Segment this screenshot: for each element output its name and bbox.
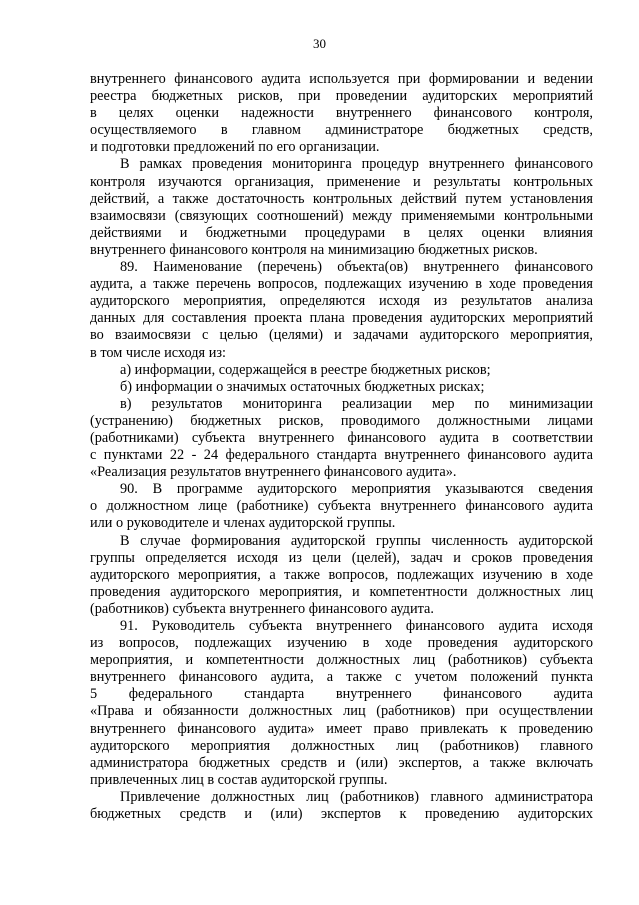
text-line: бюджетных средств и (или) экспертов к проведению аудиторских	[90, 806, 593, 823]
text-line: В рамках проведения мониторинга процедур внутреннего финансового	[120, 156, 593, 173]
text-line: аудита, а также перечень вопросов, подлежащих изучению в ходе проведения	[90, 276, 593, 293]
text-line: Привлечение должностных лиц (работников) главного администратора	[120, 788, 593, 805]
text-line: привлеченных лиц в состав аудиторской группы.	[90, 771, 388, 788]
text-line: в том числе исходя из:	[90, 344, 226, 361]
text-line: 91. Руководитель субъекта внутреннего финансового аудита исходя	[120, 618, 593, 634]
text-line: (работниками) субъекта внутреннего финансового аудита в соответствии	[90, 429, 593, 446]
text-line: (устранению) бюджетных рисков, проводимого должностными лицами	[90, 412, 593, 429]
text-line: аудиторского мероприятия должностных лиц (работников) главного	[90, 737, 593, 754]
text-line: в целях оценки надежности внутреннего финансового контроля,	[90, 105, 593, 122]
document-body	[90, 71, 593, 823]
text-line: б) информации о значимых остаточных бюджетных рисках;	[120, 378, 485, 395]
text-line: о должностном лице (работнике) субъекта внутреннего финансового аудита	[90, 498, 593, 515]
text-line: проведения аудиторского мероприятия, и компетентности должностных лиц	[90, 583, 593, 600]
text-line: «Реализация результатов внутреннего финансового аудита».	[90, 464, 457, 481]
text-line: контроля изучаются организация, применение и результаты контрольных	[90, 173, 593, 190]
text-line: внутреннего финансового аудита, а также с учетом положений пункта	[90, 669, 593, 686]
text-line: реестра бюджетных рисков, при проведении аудиторских мероприятий	[90, 88, 593, 105]
text-line: 5 федерального стандарта внутреннего финансового аудита	[90, 686, 593, 703]
text-line: действий, а также достаточность контрольных действий путем установления	[90, 190, 593, 207]
text-line: или о руководителе и членах аудиторской группы.	[90, 515, 396, 532]
text-line: мероприятия, и компетентности должностных лиц (работников) субъекта	[90, 652, 593, 669]
text-line: из вопросов, подлежащих изучению в ходе проведения аудиторского	[90, 635, 593, 652]
text-line: в) результатов мониторинга реализации мер по минимизации	[120, 395, 593, 412]
text-line: действиями и бюджетными процедурами в целях оценки влияния	[90, 224, 593, 241]
text-line: аудиторского мероприятия, определяются исходя из результатов анализа	[90, 293, 593, 310]
text-line: внутреннего финансового аудита используется при формировании и ведении	[90, 71, 593, 87]
text-line: «Права и обязанности должностных лиц (работников) при осуществлении	[90, 703, 593, 720]
text-line: осуществляемого в главном администраторе бюджетных средств,	[90, 122, 593, 139]
text-line: с пунктами 22 - 24 федерального стандарта внутреннего финансового аудита	[90, 447, 593, 464]
text-line: взаимосвязи (связующих соотношений) между применяемыми контрольными	[90, 207, 593, 224]
page-number: 30	[313, 36, 326, 51]
text-line: аудиторского мероприятия, а также вопросов, подлежащих изучению в ходе	[90, 566, 593, 583]
text-line: администратора бюджетных средств и (или) экспертов, а также включать	[90, 754, 593, 771]
text-line: во взаимосвязи с целью (целями) и задачами аудиторского мероприятия,	[90, 327, 593, 344]
text-line: внутреннего финансового аудита» имеет право привлекать к проведению	[90, 720, 593, 737]
text-line: 89. Наименование (перечень) объекта(ов) внутреннего финансового	[120, 259, 593, 276]
text-line: внутреннего финансового контроля на минимизацию бюджетных рисков.	[90, 241, 538, 258]
text-line: а) информации, содержащейся в реестре бюджетных рисков;	[120, 361, 491, 378]
text-line: (работников) субъекта внутреннего финансового аудита.	[90, 600, 434, 617]
text-line: и подготовки предложений по его организации.	[90, 139, 380, 156]
text-line: В случае формирования аудиторской группы численность аудиторской	[120, 532, 593, 549]
text-line: группы определяется исходя из цели (целей), задач и сроков проведения	[90, 549, 593, 566]
text-line: данных для составления проекта плана проведения аудиторских мероприятий	[90, 310, 593, 327]
text-line: 90. В программе аудиторского мероприятия указываются сведения	[120, 481, 593, 498]
